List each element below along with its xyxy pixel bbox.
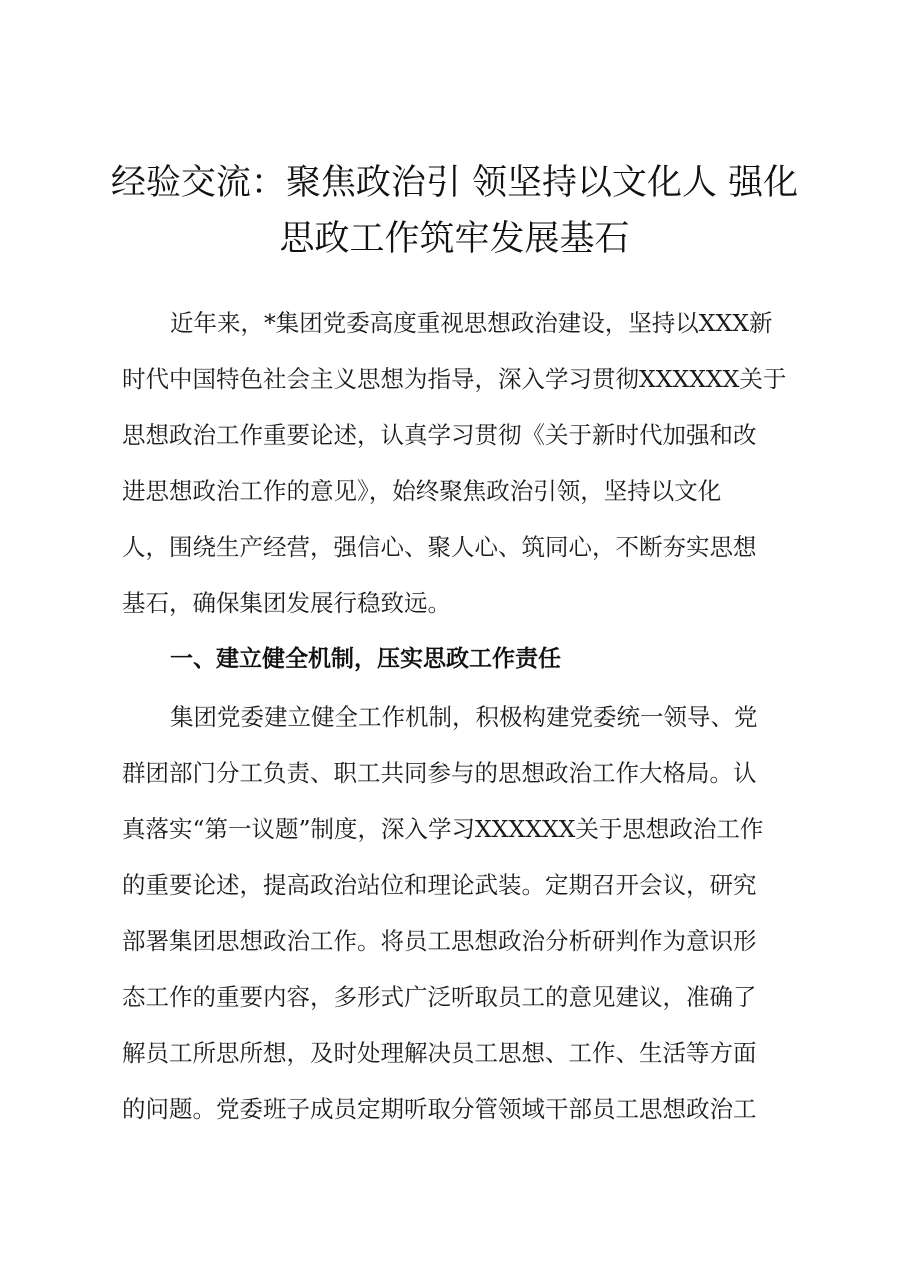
paragraph-2-line-7: 解员工所思所想，及时处理解决员工思想、工作、生活等方面 [122, 1039, 757, 1067]
document-title-line-2: 思政工作筑牢发展基石 [279, 219, 630, 259]
paragraph-2-line-4: 的重要论述，提高政治站位和理论武装。定期召开会议，研究 [122, 871, 757, 899]
document-title-line-1: 经验交流：聚焦政治引 领坚持以文化人 强化 [110, 163, 799, 203]
paragraph-1-line-3: 思想政治工作重要论述，认真学习贯彻《关于新时代加强和改 [122, 421, 757, 449]
paragraph-1-line-6: 基石，确保集团发展行稳致远。 [122, 589, 451, 617]
paragraph-2-line-3: 真落实“第一议题”制度，深入学习XXXXXX关于思想政治工作 [122, 815, 764, 843]
paragraph-2-line-2: 群团部门分工负责、职工共同参与的思想政治工作大格局。认 [122, 759, 757, 787]
paragraph-1-line-2: 时代中国特色社会主义思想为指导，深入学习贯彻XXXXXX关于 [122, 365, 787, 393]
paragraph-2-line-1: 集团党委建立健全工作机制，积极构建党委统一领导、党 [170, 703, 758, 731]
paragraph-2-line-8: 的问题。党委班子成员定期听取分管领域干部员工思想政治工 [122, 1095, 757, 1123]
paragraph-1-line-5: 人，围绕生产经营，强信心、聚人心、筑同心，不断夯实思想 [122, 533, 757, 561]
paragraph-1-line-1: 近年来，*集团党委高度重视思想政治建设，坚持以XXX新 [170, 309, 773, 337]
section-1-heading: 一、建立健全机制，压实思政工作责任 [170, 646, 561, 672]
paragraph-2-line-6: 态工作的重要内容，多形式广泛听取员工的意见建议，准确了 [122, 983, 757, 1011]
paragraph-1-line-4: 进思想政治工作的意见》，始终聚焦政治引领，坚持以文化 [122, 477, 722, 505]
paragraph-2-line-5: 部署集团思想政治工作。将员工思想政治分析研判作为意识形 [122, 927, 757, 955]
